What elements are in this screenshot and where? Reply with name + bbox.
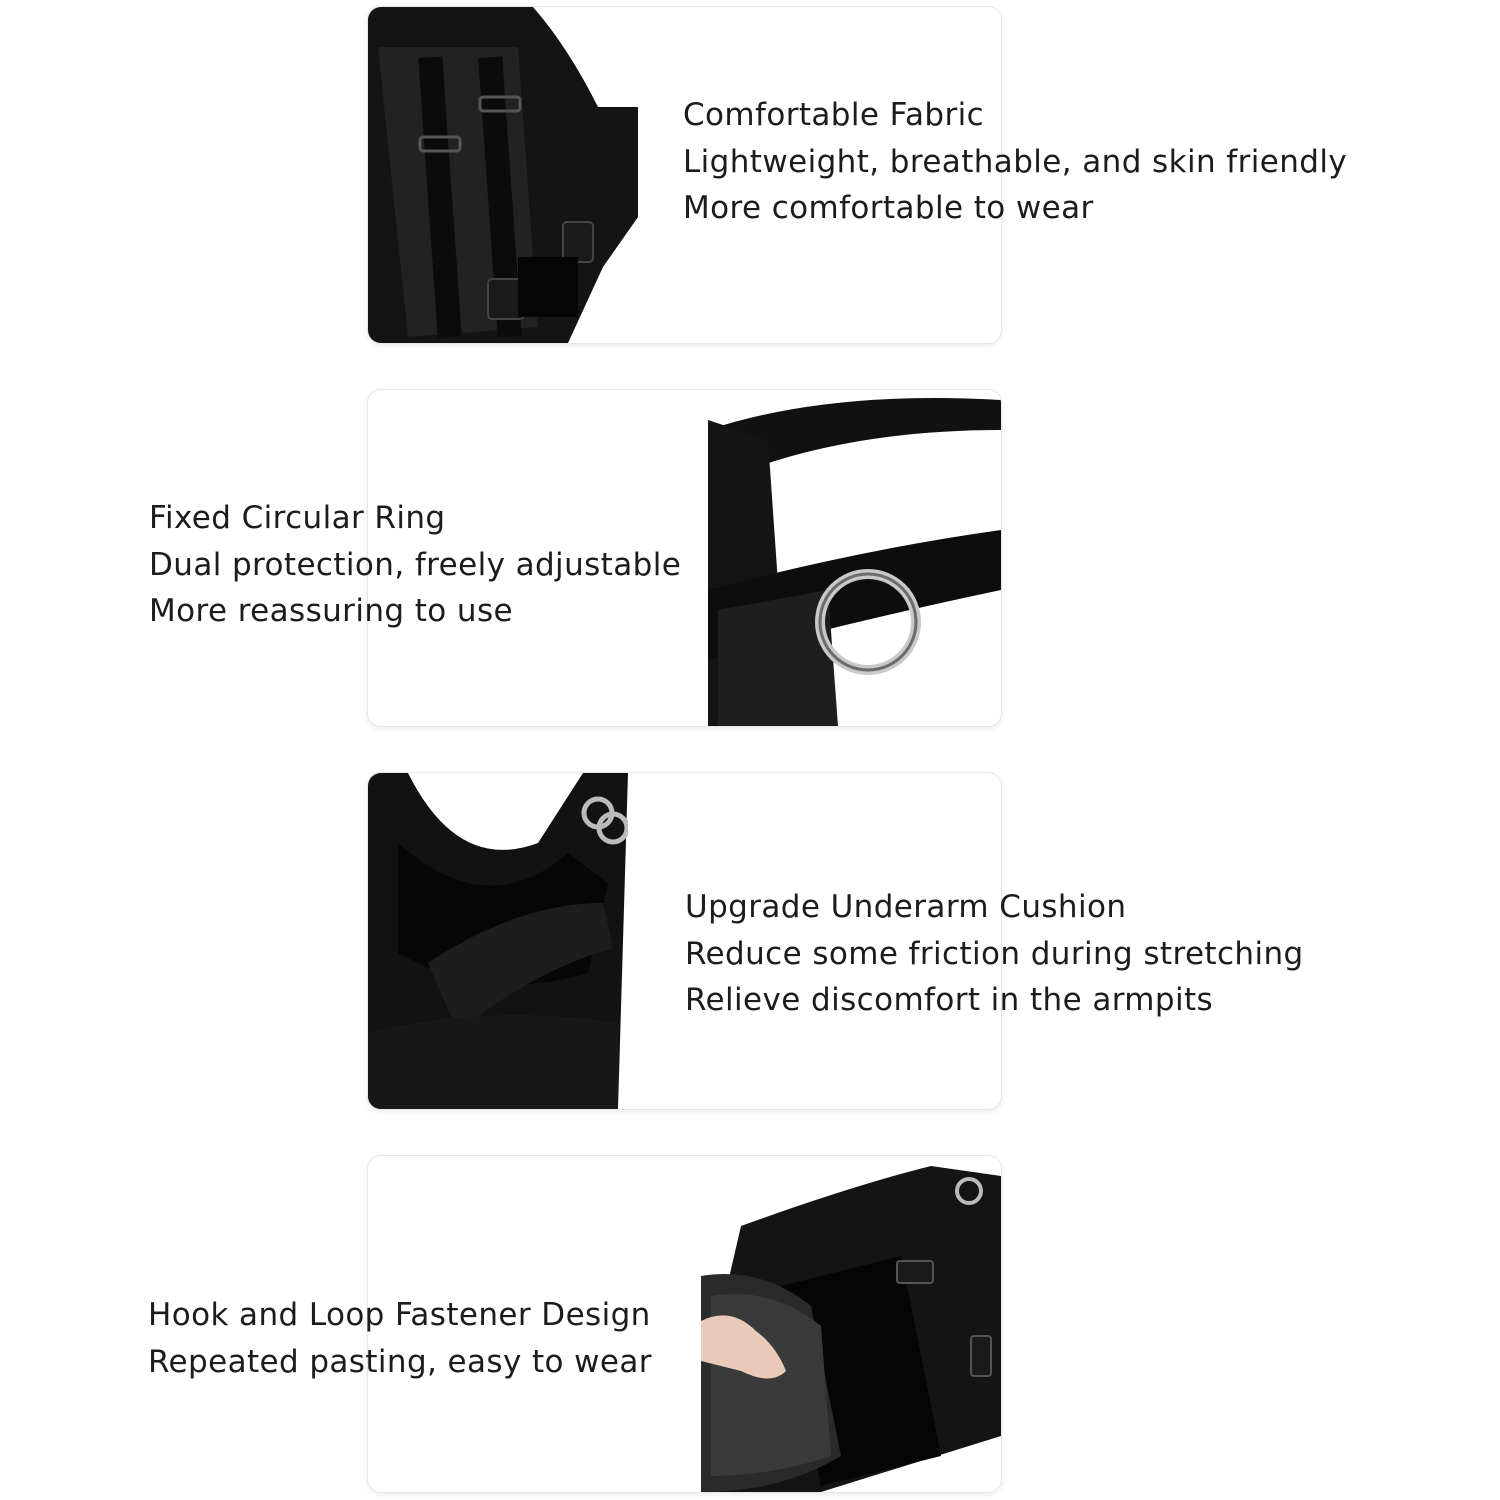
feature-line: Repeated pasting, easy to wear [148, 1343, 652, 1380]
feature-title: Upgrade Underarm Cushion [685, 889, 1127, 925]
harness-straps-image [368, 7, 638, 343]
feature-line: More comfortable to wear [683, 190, 1094, 226]
feature-title: Comfortable Fabric [683, 97, 985, 133]
hook-loop-fastener-image [701, 1156, 1001, 1492]
feature-line: Lightweight, breathable, and skin friendly [683, 143, 1348, 180]
feature-line: Reduce some friction during stretching [685, 935, 1304, 972]
feature-line: Relieve discomfort in the armpits [685, 982, 1214, 1018]
feature-caption-comfortable-fabric [683, 92, 1347, 232]
feature-line: Dual protection, freely adjustable [149, 546, 682, 583]
feature-line: More reassuring to use [149, 593, 513, 629]
underarm-cushion-image [368, 773, 628, 1109]
feature-caption-fixed-ring [149, 495, 681, 635]
feature-caption-underarm-cushion [685, 884, 1304, 1024]
feature-title: Hook and Loop Fastener Design [148, 1297, 651, 1333]
d-ring-image [708, 390, 1001, 726]
feature-caption-hook-loop [148, 1292, 652, 1385]
feature-title: Fixed Circular Ring [149, 500, 446, 536]
